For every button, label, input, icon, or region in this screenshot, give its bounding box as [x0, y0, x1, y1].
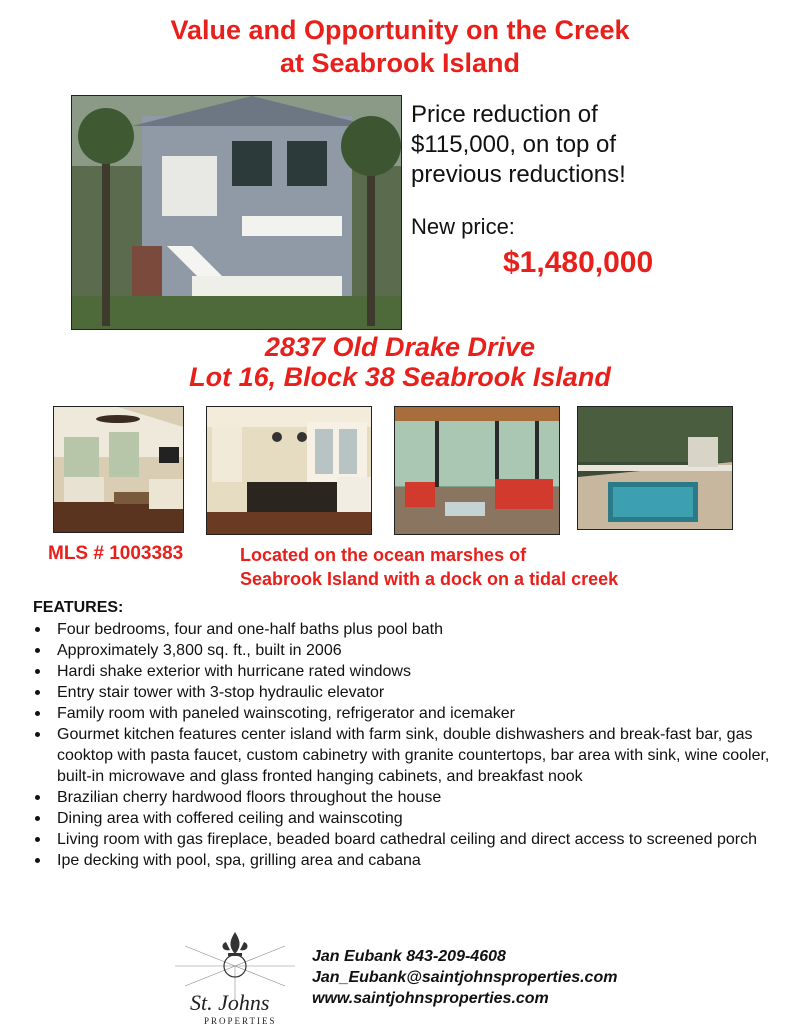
- contact-name-phone: Jan Eubank 843-209-4608: [312, 948, 506, 965]
- bullet-icon: [35, 837, 40, 842]
- location-description: [240, 543, 618, 591]
- promo-line-3: previous reductions!: [411, 161, 626, 188]
- title-line-1: Value and Opportunity on the Creek: [170, 15, 630, 45]
- feature-item: Hardi shake exterior with hurricane rated windows: [33, 661, 773, 682]
- contact-email: Jan_Eubank@saintjohnsproperties.com: [312, 969, 618, 986]
- new-price-label: New price:: [411, 214, 515, 239]
- bullet-icon: [35, 795, 40, 800]
- contact-info: [312, 946, 617, 1009]
- screened-porch-photo: [394, 406, 560, 535]
- bullet-icon: [35, 711, 40, 716]
- location-line-2: Seabrook Island with a dock on a tidal creek: [240, 569, 619, 589]
- promo-line-1: Price reduction of: [411, 101, 598, 128]
- bullet-icon: [35, 648, 40, 653]
- feature-item: Four bedrooms, four and one-half baths plus pool bath: [33, 619, 773, 640]
- property-address: [0, 332, 800, 392]
- features-heading: FEATURES:: [33, 599, 124, 616]
- feature-item: Living room with gas fireplace, beaded board cathedral ceiling and direct access to screened porch: [33, 829, 773, 850]
- bullet-icon: [35, 690, 40, 695]
- feature-item: Gourmet kitchen features center island with farm sink, double dishwashers and break-fast bar, gas cooktop with pasta faucet, custom cabinetry with granite countertops, bar area with sink, wine cooler, built-in microwave and glass fronted hanging cabinets, and breakfast nook: [33, 724, 773, 787]
- feature-item: Brazilian cherry hardwood floors throughout the house: [33, 787, 773, 808]
- logo-script-text: St. Johns: [190, 990, 270, 1015]
- price-reduction-text: [411, 100, 771, 190]
- kitchen-photo: [206, 406, 372, 535]
- contact-website: www.saintjohnsproperties.com: [312, 990, 549, 1007]
- bullet-icon: [35, 858, 40, 863]
- bullet-icon: [35, 669, 40, 674]
- saint-johns-logo: [170, 928, 300, 1028]
- family-room-photo: [53, 406, 184, 533]
- title-line-2: at Seabrook Island: [279, 48, 521, 78]
- address-line-1: 2837 Old Drake Drive: [264, 332, 536, 362]
- feature-item: Family room with paneled wainscoting, refrigerator and icemaker: [33, 703, 773, 724]
- address-line-2: Lot 16, Block 38 Seabrook Island: [189, 362, 611, 392]
- bullet-icon: [35, 732, 40, 737]
- feature-item: Ipe decking with pool, spa, grilling area and cabana: [33, 850, 773, 871]
- logo-caption-text: PROPERTIES: [204, 1016, 277, 1026]
- page-title: [0, 14, 800, 80]
- promo-line-2: $115,000, on top of: [411, 131, 617, 158]
- feature-item: Entry stair tower with 3-stop hydraulic elevator: [33, 682, 773, 703]
- mls-number: MLS # 1003383: [48, 543, 184, 564]
- location-line-1: Located on the ocean marshes of: [240, 545, 527, 565]
- pool-deck-photo: [577, 406, 733, 530]
- feature-item: Approximately 3,800 sq. ft., built in 2006: [33, 640, 773, 661]
- features-list: [33, 619, 773, 871]
- feature-item: Dining area with coffered ceiling and wainscoting: [33, 808, 773, 829]
- bullet-icon: [35, 627, 40, 632]
- bullet-icon: [35, 816, 40, 821]
- house-exterior-photo: [71, 95, 402, 330]
- new-price-value: $1,480,000: [503, 246, 654, 279]
